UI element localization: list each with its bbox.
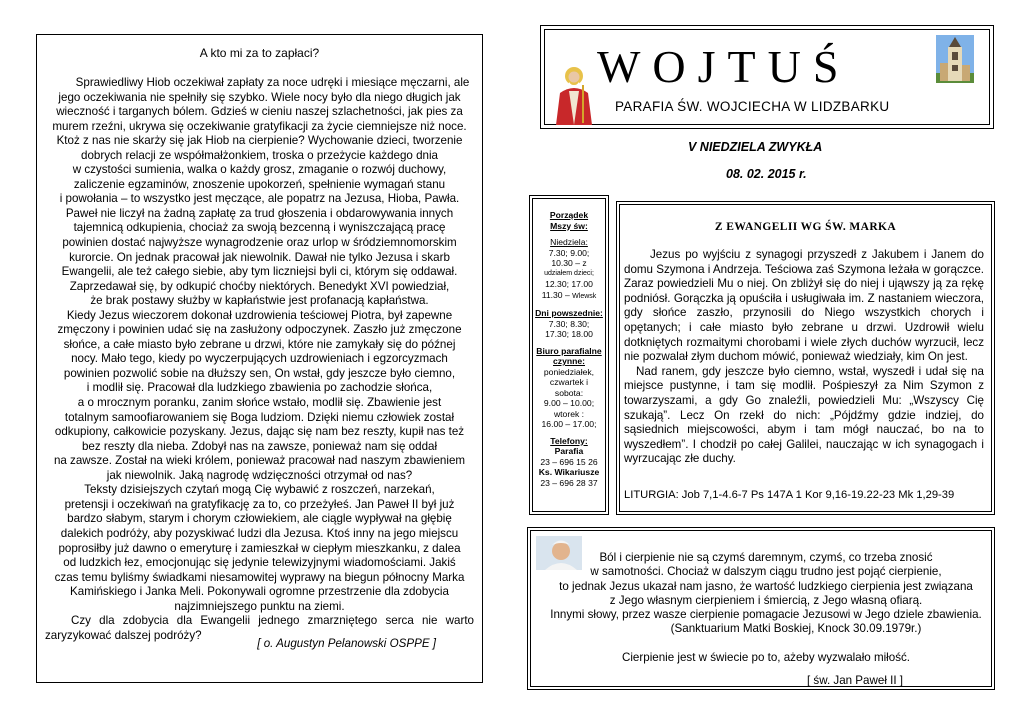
sunday-times: 11.30 –: [541, 289, 570, 300]
article-line: Kamińskiego i Janka Meli. Pokonywali ogromne przestrzenie dla zdobycia: [70, 585, 449, 599]
article-line: na zawsze. Został na wieki królem, ponieważ pracował nad naszym zbawieniem: [53, 454, 466, 468]
gospel-body: [624, 248, 984, 467]
phone-number: 23 – 696 28 37: [540, 477, 598, 488]
sunday-title: V NIEDZIELA ZWYKŁA: [688, 140, 823, 154]
quote-line: Innymi słowy, przez wasze cierpienie pomagacie Jezusowi w Jego dziele zbawienia.: [550, 608, 982, 622]
office-hours: czwartek i: [549, 377, 589, 387]
article-line: powinien dostać najwyższe wynagrodzenie oraz urlop w śródziemnomorskim: [62, 236, 457, 250]
article-line: i modlił się. Pracował dla ludzkiego zbawienia po zachodzie słońca,: [86, 381, 433, 395]
sunday-note: udziałem dzieci;: [544, 269, 594, 277]
quote-line: w samotności. Chociaż w dalszym ciągu trudno jest pojąć cierpienie,: [590, 565, 942, 579]
quote-body: [538, 551, 994, 665]
article-line: poprosiłby już dawno o emeryturę i zamieszkał w ciepłym mieszkanku, z dalea: [58, 541, 461, 555]
church-tower-icon: [936, 35, 974, 83]
article-line: totalnym samoofiarowaniem się Boga ludziom. Dzięki niemu człowiek został: [64, 410, 455, 424]
newsletter-name: WOJTUŚ: [597, 41, 851, 92]
phone-label: Ks. Wikariusze: [538, 467, 600, 477]
quote-box: [527, 527, 995, 690]
homily-article: [36, 34, 483, 683]
gospel-title: Z EWANGELII WG ŚW. MARKA: [714, 221, 897, 233]
schedule-subtitle: Mszy św:: [550, 220, 588, 231]
gospel-box: [616, 201, 995, 515]
article-line: słońce, a całe miasto było zebrane u drzwi, które nie zamykały się do późnej: [63, 337, 456, 351]
article-line: kurorcie. On jednak pracował jak niewolnik. Dawał nie tylko Jezusa i skarb: [69, 250, 450, 264]
office-hours: sobota:: [554, 387, 584, 398]
article-line: dobrych relacji ze współmałżonkiem, troska o przeżycie każdego dnia: [81, 148, 438, 162]
article-line: Sprawiedliwy Hiob oczekiwał zapłaty za noce udręki i miesiące męczarni, ale: [75, 76, 470, 89]
article-line: bez reszty dla nieba. Zdobył nas na zawsze, ponieważ nam się oddał: [81, 439, 438, 453]
phones-heading: Telefony:: [550, 435, 588, 446]
saint-adalbert-icon: [552, 65, 596, 125]
article-line: odkupiony, całkowicie pozyskany. Jezus, dając się nam bez reszty, kupił nas też: [54, 425, 465, 439]
office-hours: poniedziałek,: [543, 366, 595, 377]
office-hours: wtorek :: [553, 408, 585, 419]
article-line: bardzo słabym, starym i chorym człowiekiem, ale ciągle wypływał na głębię: [67, 512, 452, 526]
sunday-date: 08. 02. 2015 r.: [726, 167, 807, 181]
article-line: najzimniejszego punktu na ziemi.: [174, 599, 345, 613]
sunday-times: 7.30; 9.00;: [548, 247, 590, 258]
office-heading: czynne:: [553, 356, 585, 366]
article-line: Paweł nie liczył na żadną zapłatę za trud głoszenia i obdarowywania innych: [65, 206, 454, 220]
article-line: dalekich podróży, aby pozyskiwać ludzi dla Jezusa. Ktoś inny na jego miejscu: [60, 526, 459, 540]
office-hours: 16.00 – 17.00;: [541, 419, 597, 429]
quote-line: Ból i cierpienie nie są czymś daremnym, czymś, co trzeba znosić: [599, 551, 933, 564]
article-title: A kto mi za to zapłaci?: [199, 46, 320, 60]
office-hours: 9.00 – 10.00;: [543, 398, 595, 408]
sunday-place: Wlewsk: [572, 292, 597, 300]
article-line: murem rzeźni, ukrywa się oczekiwanie gratyfikacji za życie ciemniejsze niż noce.: [52, 119, 467, 133]
office-heading: Biuro parafialne: [536, 345, 602, 356]
article-line: Ewangelii, ale też całego siebie, aby tym liczniejsi byli ci, którym się oddawał.: [61, 265, 458, 279]
gospel-paragraph: Nad ranem, gdy jeszcze było ciemno, wstał, wyszedł i udał się na miejsce pustynne, i tam się modlił. Pośpieszył za Nim Szymon z towarzyszami, a gdy Go znaleźli, powiedzieli Mu: „Wszyscy Cię szukają”. Lecz On rzekł do nich: „Pójdźmy gdzie indziej, do sąsiednich miejscowości, abym i tam mógł nauczać, bo na to wyszedłem”. I chodził po całej Galilei, nauczając w ich synagogach i wyrzucając złe duchy.: [624, 364, 984, 466]
article-line: nocy. Mało tego, kiedy po wyczerpujących uzdrowieniach i egzorcyzmach: [71, 352, 448, 366]
article-closing: Czy dla zdobycia dla Ewangelii jednego zmarzniętego serca nie warto zaryzykować dalszej podróży?: [45, 614, 474, 642]
weekday-heading: Dni powszednie:: [535, 308, 603, 318]
article-line: Ktoż z nas nie skarży się jak Hiob na cierpienie? Wychowanie dzieci, tworzenie: [56, 134, 463, 148]
weekday-times: 17.30; 18.00: [545, 329, 593, 339]
article-line: Zaprzedawał się, by odkupić choćby niektórych. Benedykt XVI powiedział,: [69, 279, 450, 293]
article-line: Kiedy Jezus wieczorem dokonał uzdrowienia teściowej Piotra, był zapewne: [66, 308, 453, 322]
article-line: Teksty dzisiejszych czytań mogą Cię wybawić z roszczeń, narzekań,: [84, 483, 435, 497]
parish-name: PARAFIA ŚW. WOJCIECHA W LIDZBARKU: [615, 99, 890, 114]
article-line: zaliczenie egzaminów, znoszenie upokorzeń, spełnienie wymagań stanu: [73, 177, 446, 191]
article-line: wieczność i targanych bólem. Gdzieś w cieniu naszej szlachetności, jak pies za: [56, 105, 463, 119]
quote-source: (Sanktuarium Matki Boskiej, Knock 30.09.1979r.): [670, 622, 922, 636]
article-line: i powołania – to wszystko jest męczące, ale popatrz na Jezusa, Hioba, Pawła.: [59, 192, 460, 206]
phone-number: 23 – 696 15 26: [540, 456, 598, 467]
quote-line: z Jego własnym cierpieniem i śmiercią, z Jego własną ofiarą.: [609, 593, 923, 607]
article-line: od ludzkich łez, emocjonując się jedynie telewizyjnymi wiadomościami. Jakiś: [63, 556, 456, 570]
article-line: pretensji i oczekiwań na gratyfikację za to, co przeżyłeś. Jan Paweł II był już: [64, 497, 455, 511]
mass-schedule: [529, 195, 609, 515]
gospel-paragraph: Jezus po wyjściu z synagogi przyszedł z Jakubem i Janem do domu Szymona i Andrzeja. Teściowa zaś Szymona leżała w gorączce. Zaraz powiedzieli Mu o niej. On zbliżył się do niej i ująwszy ją za rękę podniósł. Gorączka ją opuściła i usługiwała im. Z nastaniem wieczora, gdy słońce zaszło, przynosili do Niego wszystkich chorych i opętanych; i całe miasto było zebrane u drzwi. Uzdrowił wielu dotkniętych rozmaitymi chorobami i wiele złych duchów wyrzucił, lecz nie pozwalał złym duchom mówić, ponieważ wiedziały, kim On jest.: [624, 248, 985, 364]
liturgy-readings: LITURGIA: Job 7,1-4.6-7 Ps 147A 1 Kor 9,16-19.22-23 Mk 1,29-39: [624, 489, 955, 501]
sunday-heading: Niedziela:: [550, 237, 588, 247]
article-line: a o mrocznym poranku, zanim słońce wstało, modlił się. Zbawienie jest: [77, 396, 442, 410]
sunday-times: 12.30; 17.00: [545, 279, 593, 289]
article-line: zmęczony i powinien udać się na zasłużony odpoczynek. Zaszło już zmęczone: [57, 323, 462, 337]
article-line: jak niewolnik. Jaką nagrodę wdzięczności otrzymał od nas?: [106, 468, 413, 482]
article-line: w czystości sumienia, walka o każdy grosz, zmaganie o rozwój duchowy,: [72, 163, 447, 177]
article-body: [45, 76, 474, 643]
article-signature: [ o. Augustyn Pelanowski OSPPE ]: [257, 637, 436, 650]
weekday-times: 7.30; 8.30;: [548, 318, 590, 329]
quote-line: Cierpienie jest w świecie po to, ażeby wyzwalało miłość.: [621, 650, 911, 664]
phone-label: Parafia: [554, 446, 584, 456]
quote-line: [538, 637, 994, 651]
article-line: tajemnicą odkupienia, chociaż za swoją bezcenną i wyniszczającą pracę: [73, 221, 446, 235]
schedule-title: Porządek: [549, 210, 589, 220]
quote-signature: [ św. Jan Paweł II ]: [806, 674, 903, 687]
sunday-times: 10.30 – z: [551, 258, 587, 268]
masthead: [540, 25, 994, 129]
article-line: powinien pozwolić sobie na dłuższy sen, On wstał, gdy jeszcze było ciemno,: [63, 366, 456, 380]
article-line: czas temu byliśmy świadkami niesamowitej wyprawy na biegun północny Marka: [54, 570, 465, 584]
quote-line: to jednak Jezus ukazał nam jasno, że wartość ludzkiego cierpienia jest związana: [559, 579, 973, 593]
article-line: jego oczekiwania nie spełniły się szybko. Wiele nocy było dla niego długich jak: [58, 90, 461, 104]
article-line: że brak postawy służby w kapłaństwie jest profanacją kapłaństwa.: [90, 294, 429, 308]
